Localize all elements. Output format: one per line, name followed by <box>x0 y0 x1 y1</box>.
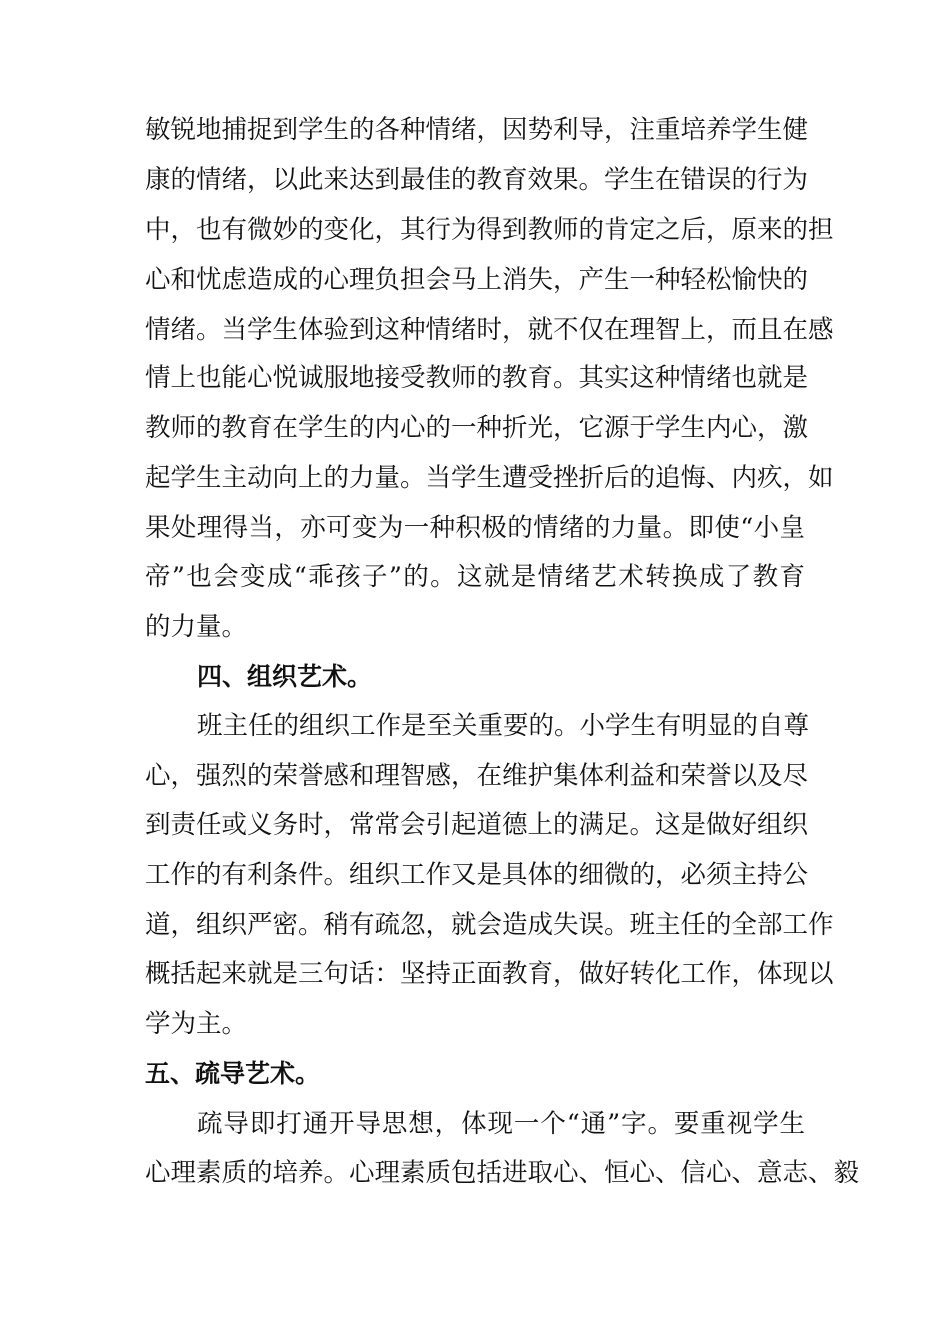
paragraph-line: 康的情绪，以此来达到最佳的教育效果。学生在错误的行为 <box>145 165 809 195</box>
paragraph-line: 学为主。 <box>145 1009 248 1039</box>
section-heading: 四、组织艺术。 <box>197 662 373 691</box>
paragraph-line: 情绪。当学生体验到这种情绪时，就不仅在理智上，而且在感 <box>145 315 834 345</box>
paragraph-line: 起学生主动向上的力量。当学生遭受挫折后的追悔、内疚，如 <box>145 463 834 493</box>
paragraph-line: 帝”也会变成“乖孩子”的。这就是情绪艺术转换成了教育 <box>145 562 805 592</box>
paragraph-line: 果处理得当，亦可变为一种积极的情绪的力量。即使“小皇 <box>145 513 805 543</box>
paragraph-line: 心理素质的培养。心理素质包括进取心、恒心、信心、意志、毅 <box>145 1158 860 1188</box>
paragraph-line: 道，组织严密。稍有疏忽，就会造成失误。班主任的全部工作 <box>145 910 834 940</box>
paragraph-line: 教师的教育在学生的内心的一种折光，它源于学生内心，激 <box>145 413 809 443</box>
paragraph-line: 心，强烈的荣誉感和理智感，在维护集体利益和荣誉以及尽 <box>145 761 809 791</box>
paragraph-line: 到责任或义务时，常常会引起道德上的满足。这是做好组织 <box>145 810 809 840</box>
paragraph-line: 概括起来就是三句话：坚持正面教育，做好转化工作，体现以 <box>145 959 834 989</box>
paragraph-line: 班主任的组织工作是至关重要的。小学生有明显的自尊 <box>197 711 810 741</box>
paragraph-line: 疏导即打通开导思想，体现一个“通”字。要重视学生 <box>197 1109 805 1139</box>
paragraph-line: 工作的有利条件。组织工作又是具体的细微的，必须主持公 <box>145 860 809 890</box>
paragraph-line: 中，也有微妙的变化，其行为得到教师的肯定之后，原来的担 <box>145 215 834 245</box>
paragraph-line: 情上也能心悦诚服地接受教师的教育。其实这种情绪也就是 <box>145 363 809 393</box>
paragraph-line: 的力量。 <box>145 612 248 642</box>
paragraph-line: 敏锐地捕捉到学生的各种情绪，因势利导，注重培养学生健 <box>145 115 809 145</box>
section-heading: 五、疏导艺术。 <box>145 1059 321 1088</box>
paragraph-line: 心和忧虑造成的心理负担会马上消失，产生一种轻松愉快的 <box>145 265 809 295</box>
